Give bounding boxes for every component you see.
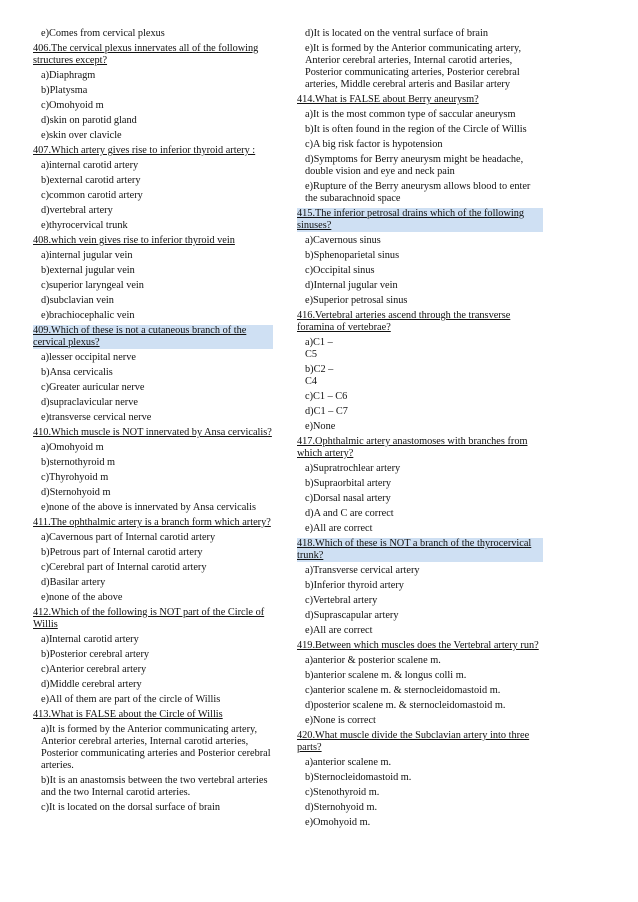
answer-option: d)Sternohyoid m. <box>305 802 378 813</box>
answer-option: e)Superior petrosal sinus <box>305 295 408 306</box>
answer-option: a)Transverse cervical artery <box>305 565 420 576</box>
answer-option: c)Omohyoid m <box>41 100 104 111</box>
answer-option: a)Omohyoid m <box>41 442 104 453</box>
question-text: 413.What is FALSE about the Circle of Willis <box>33 709 223 720</box>
answer-option: e)brachiocephalic vein <box>41 310 135 321</box>
answer-option: d)Sternohyoid m <box>41 487 111 498</box>
answer-option: c)Stenothyroid m. <box>305 787 380 798</box>
answer-option: d)subclavian vein <box>41 295 114 306</box>
answer-option: d)Internal jugular vein <box>305 280 398 291</box>
answer-option: b)Platysma <box>41 85 88 96</box>
question-text: 411.The ophthalmic artery is a branch form which artery? <box>33 517 271 528</box>
answer-option: c)Greater auricular nerve <box>41 382 145 393</box>
answer-option: c)Thyrohyoid m <box>41 472 109 483</box>
answer-option: b)Ansa cervicalis <box>41 367 113 378</box>
answer-option: b)Posterior cerebral artery <box>41 649 150 660</box>
answer-option: d)A and C are correct <box>305 508 394 519</box>
answer-option: d)C1 – C7 <box>305 406 348 417</box>
continued-option: e)Comes from cervical plexus <box>41 28 165 39</box>
answer-option: e)none of the above <box>41 592 123 603</box>
answer-option: a)Internal carotid artery <box>41 634 139 645</box>
question-text: 418.Which of these is NOT a branch of the thyrocervical trunk? <box>297 538 543 562</box>
answer-option: a)anterior scalene m. <box>305 757 392 768</box>
answer-option: c)Occipital sinus <box>305 265 375 276</box>
answer-option: a)internal carotid artery <box>41 160 139 171</box>
answer-option: a)C1 – C5 <box>305 337 333 360</box>
answer-option: d)Symptoms for Berry aneurysm might be headache, double vision and eye and neck pain <box>305 154 524 177</box>
answer-option: d)supraclavicular nerve <box>41 397 138 408</box>
answer-option: a)Supratrochlear artery <box>305 463 401 474</box>
answer-option: c)C1 – C6 <box>305 391 348 402</box>
answer-option: b)external carotid artery <box>41 175 141 186</box>
answer-option: b)anterior scalene m. & longus colli m. <box>305 670 467 681</box>
answer-option: d)skin on parotid gland <box>41 115 137 126</box>
question-text: 410.Which muscle is NOT innervated by Ansa cervicalis? <box>33 427 272 438</box>
question-text: 416.Vertebral arteries ascend through the transverse foramina of vertebrae? <box>297 310 511 333</box>
question-text: 406.The cervical plexus innervates all of the following structures except? <box>33 43 259 66</box>
answer-option: a)It is formed by the Anterior communicating artery, Anterior cerebral arteries, Internal carotid arteries, Posterior communicating arteries and Posterior cerebral arteries. <box>41 724 271 771</box>
answer-option: b)external jugular vein <box>41 265 135 276</box>
answer-option: b)sternothyroid m <box>41 457 116 468</box>
continued-option: e)It is formed by the Anterior communicating artery, Anterior cerebral arteries, Internal carotid arteries, Posterior communicating arteries, Posterior cerebral arteries, Middle cerebral arteris and Basilar artery <box>305 43 522 90</box>
answer-option: a)internal jugular vein <box>41 250 133 261</box>
answer-option: c)A big risk factor is hypotension <box>305 139 443 150</box>
answer-option: e)All are correct <box>305 523 373 534</box>
answer-option: c)Anterior cerebral artery <box>41 664 147 675</box>
answer-option: c)common carotid artery <box>41 190 143 201</box>
answer-option: c)Dorsal nasal artery <box>305 493 391 504</box>
answer-option: a)Diaphragm <box>41 70 96 81</box>
answer-option: e)Rupture of the Berry aneurysm allows blood to enter the subarachnoid space <box>305 181 531 204</box>
answer-option: a)Cavernous sinus <box>305 235 381 246</box>
answer-option: a)lesser occipital nerve <box>41 352 136 363</box>
answer-option: e)None <box>305 421 336 432</box>
continued-option: d)It is located on the ventral surface of brain <box>305 28 488 39</box>
answer-option: b)Sphenoparietal sinus <box>305 250 400 261</box>
question-text: 414.What is FALSE about Berry aneurysm? <box>297 94 479 105</box>
answer-option: e)thyrocervical trunk <box>41 220 128 231</box>
answer-option: d)Middle cerebral artery <box>41 679 142 690</box>
answer-option: c)Vertebral artery <box>305 595 378 606</box>
answer-option: e)All are correct <box>305 625 373 636</box>
answer-option: e)transverse cervical nerve <box>41 412 152 423</box>
answer-option: a)Cavernous part of Internal carotid artery <box>41 532 216 543</box>
answer-option: e)skin over clavicle <box>41 130 122 141</box>
answer-option: c)superior laryngeal vein <box>41 280 144 291</box>
question-text: 417.Ophthalmic artery anastomoses with branches from which artery? <box>297 436 528 459</box>
answer-option: c)anterior scalene m. & sternocleidomastoid m. <box>305 685 501 696</box>
question-text: 409.Which of these is not a cutaneous branch of the cervical plexus? <box>33 325 273 349</box>
question-text: 420.What muscle divide the Subclavian artery into three parts? <box>297 730 530 753</box>
answer-option: b)C2 – C4 <box>305 364 334 387</box>
answer-option: d)Basilar artery <box>41 577 106 588</box>
answer-option: a)anterior & posterior scalene m. <box>305 655 441 666</box>
answer-option: b)It is an anastomsis between the two vertebral arteries and the two Internal carotid arteries. <box>41 775 268 798</box>
answer-option: e)none of the above is innervated by Ansa cervicalis <box>41 502 257 513</box>
answer-option: b)Supraorbital artery <box>305 478 392 489</box>
answer-option: b)Inferior thyroid artery <box>305 580 404 591</box>
answer-option: b)It is often found in the region of the Circle of Willis <box>305 124 527 135</box>
answer-option: d)posterior scalene m. & sternocleidomastoid m. <box>305 700 506 711</box>
answer-option: b)Petrous part of Internal carotid artery <box>41 547 203 558</box>
question-text: 412.Which of the following is NOT part of the Circle of Willis <box>33 607 265 630</box>
answer-option: d)Suprascapular artery <box>305 610 399 621</box>
answer-option: e)All of them are part of the circle of Willis <box>41 694 221 705</box>
answer-option: e)Omohyoid m. <box>305 817 371 828</box>
answer-option: c)Cerebral part of Internal carotid artery <box>41 562 207 573</box>
answer-option: d)vertebral artery <box>41 205 113 216</box>
answer-option: e)None is correct <box>305 715 376 726</box>
answer-option: c)It is located on the dorsal surface of brain <box>41 802 220 813</box>
question-text: 419.Between which muscles does the Vertebral artery run? <box>297 640 539 651</box>
right-column <box>297 28 543 832</box>
answer-option: a)It is the most common type of saccular aneurysm <box>305 109 516 120</box>
question-text: 415.The inferior petrosal drains which of the following sinuses? <box>297 208 543 232</box>
question-text: 407.Which artery gives rise to inferior thyroid artery : <box>33 145 256 156</box>
question-text: 408.which vein gives rise to inferior thyroid vein <box>33 235 235 246</box>
left-column <box>33 28 273 817</box>
answer-option: b)Sternocleidomastoid m. <box>305 772 412 783</box>
